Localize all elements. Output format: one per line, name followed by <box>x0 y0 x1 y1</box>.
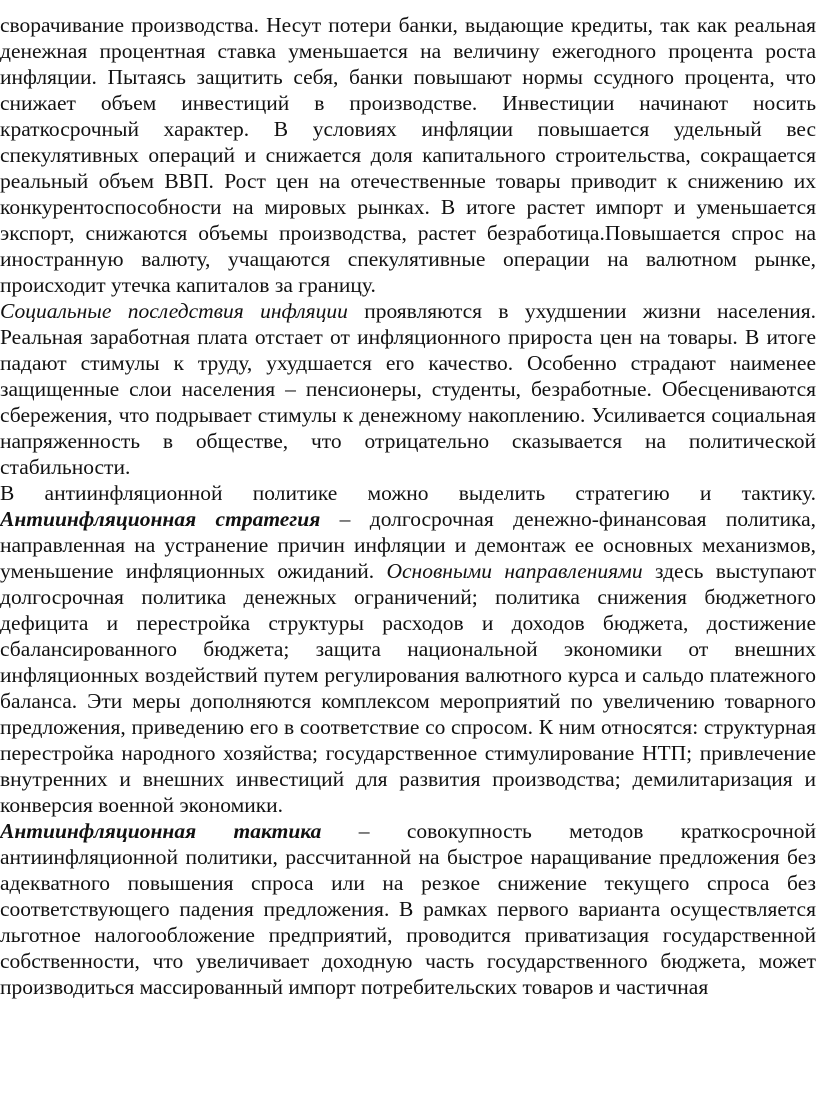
text-run: здесь выступают долгосрочная политика денежных ограничений; политика снижения бюджетного дефицита и перестройка структуры расходов и доходов бюджета, достижение сбалансированного бюджета; защита национальной экономики от внешних инфляционных воздействий путем регулирования валютного курса и сальдо платежного баланса. Эти меры дополняются комплексом мероприятий по увеличению товарного предложения, приведению его в соответствие со спросом. К ним относятся: структурная перестройка народного хозяйства; государственное стимулирование НТП; привлечение внутренних и внешних инвестиций для развития производства; демилитаризация и конверсия военной экономики. <box>0 559 816 817</box>
term-main-directions: Основными направлениями <box>386 559 643 583</box>
term-anti-inflation-tactics: Антиинфляционная тактика <box>0 819 322 843</box>
paragraph-anti-inflation-strategy <box>0 480 816 818</box>
text-run: – долгосрочная денежно-финансовая политика, направленная на устранение причин инфляции и демонтаж ее основных механизмов, уменьшение инфляционных ожиданий. <box>0 507 816 583</box>
text-run: проявляются в ухудшении жизни населения. Реальная заработная плата отстает от инфляционного прироста цен на товары. В итоге падают стимулы к труду, ухудшается его качество. Особенно страдают наименее защищенные слои населения – пенсионеры, студенты, безработные. Обесцениваются сбережения, что подрывает стимулы к денежному накоплению. Усиливается социальная напряженность в обществе, что отрицательно сказывается на политической стабильности. <box>0 299 816 479</box>
term-social-consequences: Социальные последствия инфляции <box>0 299 348 323</box>
paragraph-economic-consequences <box>0 12 816 298</box>
text-run: сворачивание производства. Несут потери банки, выдающие кредиты, так как реальная денежная процентная ставка уменьшается на величину ежегодного процента роста инфляции. Пытаясь защитить себя, банки повышают нормы ссудного процента, что снижает объем инвестиций в производстве. Инвестиции начинают носить краткосрочный характер. В условиях инфляции повышается удельный вес спекулятивных операций и снижается доля капитального строительства, сокращается реальный объем ВВП. Рост цен на отечественные товары приводит к снижению их конкурентоспособности на мировых рынках. В итоге растет импорт и уменьшается экспорт, снижаются объемы производства, растет безработица.Повышается спрос на иностранную валюту, учащаются спекулятивные операции на валютном рынке, происходит утечка капиталов за границу. <box>0 13 816 297</box>
paragraph-social-consequences <box>0 298 816 480</box>
text-run: – совокупность методов краткосрочной антиинфляционной политики, рассчитанной на быстрое наращивание предложения без адекватного повышения спроса или на резкое снижение текущего спроса без соответствующего падения предложения. В рамках первого варианта осуществляется льготное налогообложение предприятий, проводится приватизация государственной собственности, что увеличивает доходную часть государственного бюджета, может производиться массированный импорт потребительских товаров и частичная <box>0 819 816 999</box>
text-run: В антиинфляционной политике можно выделить стратегию и тактику. <box>0 481 816 505</box>
term-anti-inflation-strategy: Антиинфляционная стратегия <box>0 507 321 531</box>
paragraph-anti-inflation-tactics <box>0 818 816 1000</box>
